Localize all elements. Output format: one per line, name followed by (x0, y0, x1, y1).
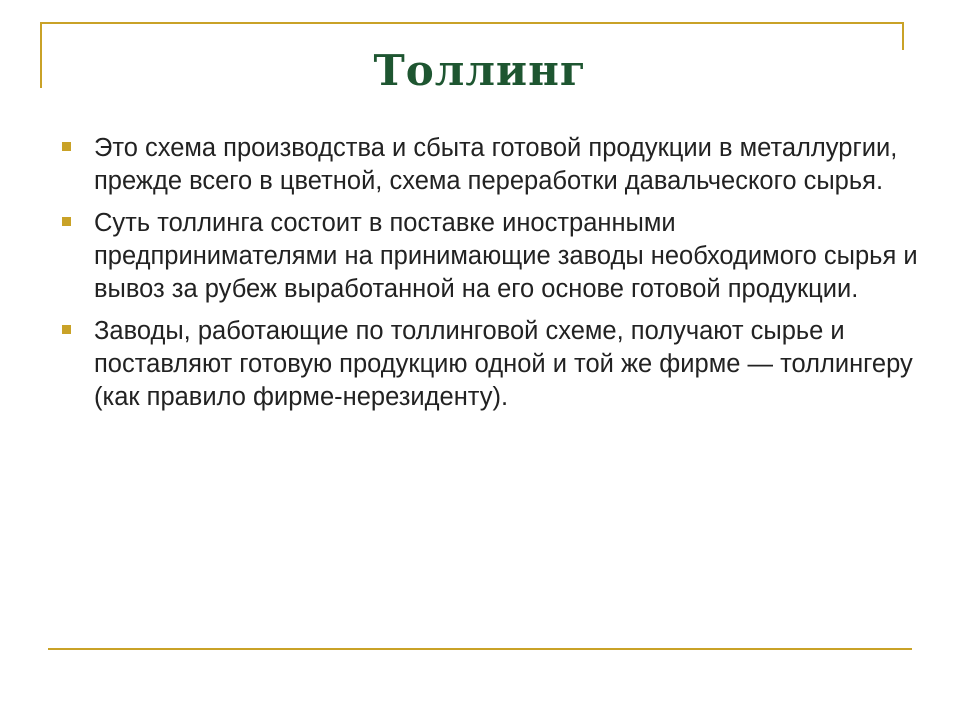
frame-top-line (40, 22, 904, 24)
square-bullet-icon (62, 142, 71, 151)
bullet-item-3 (60, 315, 920, 414)
square-bullet-icon (62, 217, 71, 226)
frame-bottom-line (48, 648, 912, 650)
bullet-item-2 (60, 207, 920, 306)
bullet-list (60, 132, 920, 423)
bullet-item-1 (60, 132, 920, 198)
slide-title: Толлинг (373, 46, 587, 95)
bullet-text: Это схема производства и сбыта готовой продукции в металлургии, прежде всего в цветной, схема переработки давальческого сырья. (94, 134, 898, 195)
square-bullet-icon (62, 325, 71, 334)
bullet-text: Суть толлинга состоит в поставке иностранными предпринимателями на принимающие заводы необходимого сырья и вывоз за рубеж выработанной на его основе готовой продукции. (94, 209, 918, 303)
bullet-text: Заводы, работающие по толлинговой схеме, получают сырье и поставляют готовую продукцию одной и той же фирме — толлингеру (как правило фирме-нерезиденту). (94, 317, 913, 411)
